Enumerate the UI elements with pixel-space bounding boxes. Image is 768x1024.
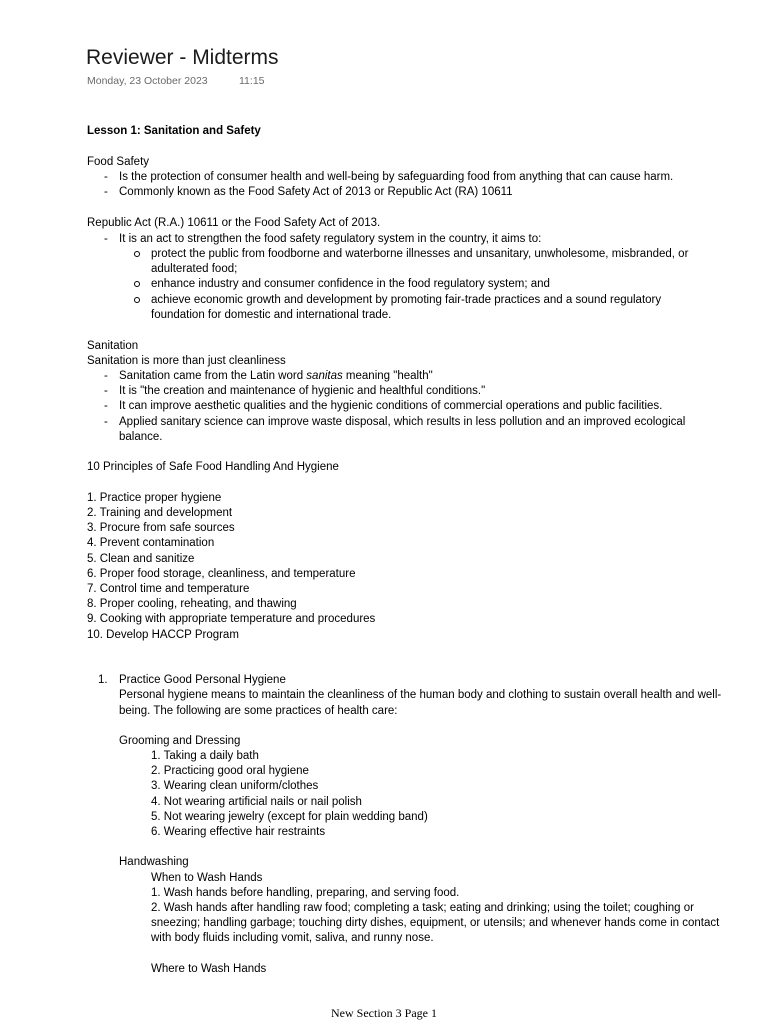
principles-heading: 10 Principles of Safe Food Handling And Hygiene <box>87 461 339 473</box>
page-title: Reviewer - Midterms <box>86 46 279 69</box>
where-to-wash-heading: Where to Wash Hands <box>151 963 267 975</box>
circle-bullet-icon <box>134 281 140 287</box>
sanitation-intro: Sanitation is more than just cleanliness <box>87 355 286 367</box>
hygiene-number: 1. <box>98 674 108 686</box>
food-safety-bullet: Commonly known as the Food Safety Act of 2013 or Republic Act (RA) 10611 <box>119 186 513 198</box>
dash-bullet: - <box>104 171 108 183</box>
ra-sub-item: protect the public from foodborne and waterborne illnesses and unsanitary, unwholesome, misbranded, or <box>151 248 689 260</box>
sanitation-bullet-latin: Sanitation came from the Latin word sanitas meaning "health" <box>119 370 433 382</box>
food-safety-bullet: Is the protection of consumer health and well-being by safeguarding food from anything that can cause harm. <box>119 171 674 183</box>
principle-item: 4. Prevent contamination <box>87 537 215 549</box>
dash-bullet: - <box>104 233 108 245</box>
grooming-item: 2. Practicing good oral hygiene <box>151 765 309 777</box>
ra-sub-item: enhance industry and consumer confidence in the food regulatory system; and <box>151 278 550 290</box>
ra-bullet: It is an act to strengthen the food safety regulatory system in the country, it aims to: <box>119 233 542 245</box>
principle-item: 8. Proper cooling, reheating, and thawing <box>87 598 297 610</box>
dash-bullet: - <box>104 400 108 412</box>
sanitation-bullet: It is "the creation and maintenance of hygienic and healthful conditions." <box>119 385 486 397</box>
grooming-item: 3. Wearing clean uniform/clothes <box>151 780 319 792</box>
handwashing-heading: Handwashing <box>119 856 189 868</box>
grooming-item: 4. Not wearing artificial nails or nail polish <box>151 796 362 808</box>
principle-item: 2. Training and development <box>87 507 233 519</box>
page-footer: New Section 3 Page 1 <box>331 1006 437 1020</box>
page-time: 11:15 <box>239 75 265 87</box>
dash-bullet: - <box>104 416 108 428</box>
circle-bullet-icon <box>134 251 140 257</box>
when-to-wash-heading: When to Wash Hands <box>151 872 263 884</box>
sanitation-bullet-cont: balance. <box>119 431 163 443</box>
circle-bullet-icon <box>134 297 140 303</box>
ra-sub-item-cont: adulterated food; <box>151 263 238 275</box>
when-to-wash-line: 1. Wash hands before handling, preparing, and serving food. <box>151 887 460 899</box>
lesson-heading: Lesson 1: Sanitation and Safety <box>87 125 261 137</box>
principle-item: 3. Procure from safe sources <box>87 522 235 534</box>
principle-item: 6. Proper food storage, cleanliness, and temperature <box>87 568 356 580</box>
dash-bullet: - <box>104 370 108 382</box>
page-date: Monday, 23 October 2023 <box>87 75 208 87</box>
when-to-wash-line: with body fluids including vomit, saliva, and runny nose. <box>151 932 434 944</box>
principle-item: 7. Control time and temperature <box>87 583 250 595</box>
grooming-heading: Grooming and Dressing <box>119 735 241 747</box>
when-to-wash-line: sneezing; handling garbage; touching dirty dishes, equipment, or utensils; and whenever hands come in contact <box>151 917 720 929</box>
hygiene-heading: Practice Good Personal Hygiene <box>119 674 286 686</box>
dash-bullet: - <box>104 385 108 397</box>
ra-sub-item-cont: foundation for domestic and international trade. <box>151 309 392 321</box>
grooming-item: 1. Taking a daily bath <box>151 750 259 762</box>
grooming-item: 5. Not wearing jewelry (except for plain wedding band) <box>151 811 428 823</box>
hygiene-desc: Personal hygiene means to maintain the cleanliness of the human body and clothing to sustain overall health and well- <box>119 689 722 701</box>
sanitation-bullet: It can improve aesthetic qualities and the hygienic conditions of commercial operations and public facilities. <box>119 400 663 412</box>
principle-item: 5. Clean and sanitize <box>87 553 195 565</box>
grooming-item: 6. Wearing effective hair restraints <box>151 826 326 838</box>
dash-bullet: - <box>104 186 108 198</box>
when-to-wash-line: 2. Wash hands after handling raw food; completing a task; eating and drinking; using the toilet; coughing or <box>151 902 694 914</box>
ra-sub-item: achieve economic growth and development by promoting fair-trade practices and a sound regulatory <box>151 294 662 306</box>
principle-item: 10. Develop HACCP Program <box>87 629 239 641</box>
food-safety-heading: Food Safety <box>87 156 150 168</box>
sanitation-heading: Sanitation <box>87 340 139 352</box>
sanitation-bullet: Applied sanitary science can improve waste disposal, which results in less pollution and an improved ecological <box>119 416 686 428</box>
principle-item: 1. Practice proper hygiene <box>87 492 222 504</box>
hygiene-desc: being. The following are some practices of health care: <box>119 705 398 717</box>
principle-item: 9. Cooking with appropriate temperature and procedures <box>87 613 376 625</box>
ra-heading: Republic Act (R.A.) 10611 or the Food Safety Act of 2013. <box>87 217 381 229</box>
